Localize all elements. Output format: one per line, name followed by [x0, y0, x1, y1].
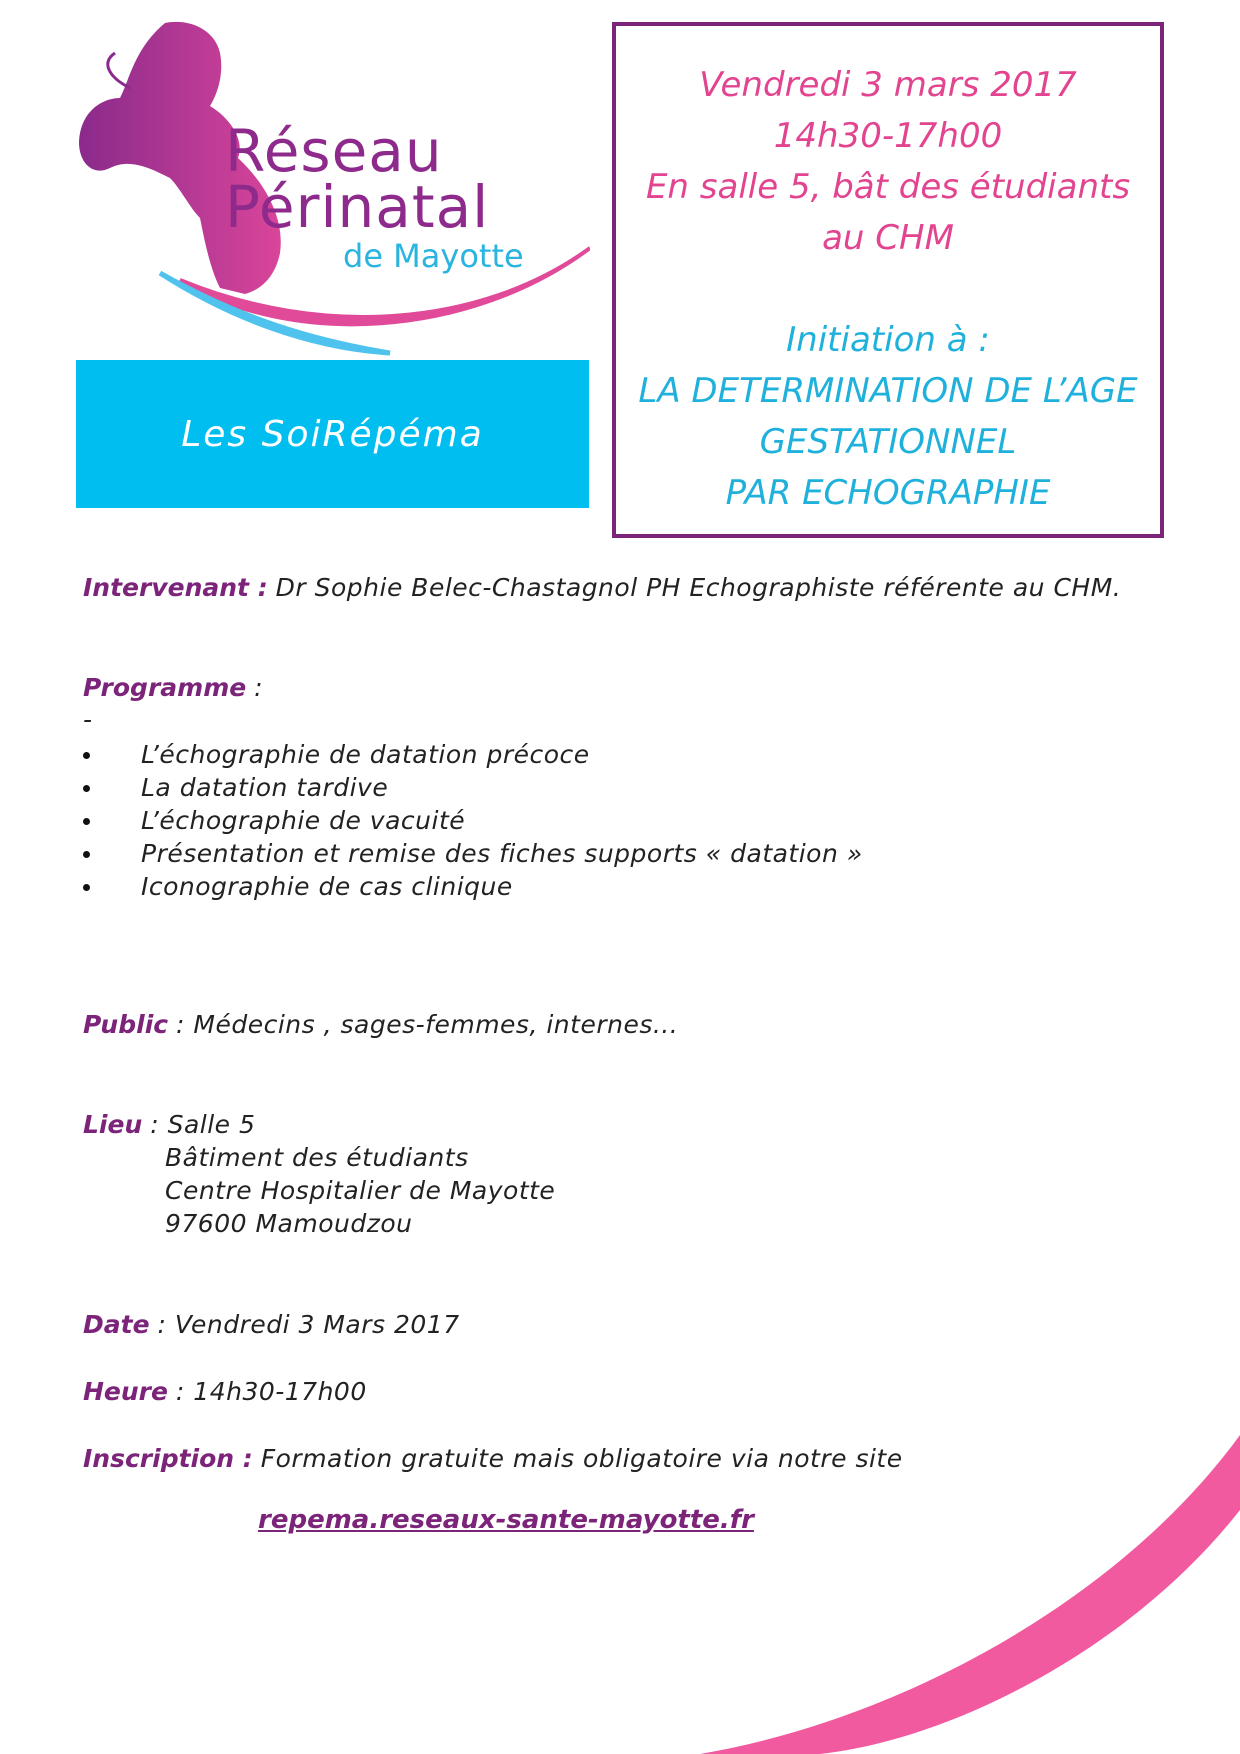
heure-label: Heure [83, 1377, 168, 1406]
logo-title-line2: Périnatal [225, 173, 490, 241]
event-place: En salle 5, bât des étudiants [645, 167, 1131, 207]
bullet-icon [83, 818, 90, 825]
bullet-icon [83, 785, 90, 792]
event-place-chm: au CHM [822, 218, 954, 258]
heure-row [83, 1377, 367, 1406]
event-initiation: Initiation à : [786, 320, 990, 360]
bullet-icon [83, 884, 90, 891]
public-row [83, 1010, 678, 1039]
inscription-label: Inscription : [83, 1444, 253, 1473]
programme-dash: - [83, 705, 93, 734]
event-topic-line3: PAR ECHOGRAPHIE [725, 473, 1051, 513]
intervenant-value: Dr Sophie Belec-Chastagnol PH Echographiste référente au CHM. [275, 573, 1122, 602]
lieu-address-line3: 97600 Mamoudzou [165, 1209, 413, 1238]
lieu-address-line1: Bâtiment des étudiants [165, 1143, 469, 1172]
banner-text: Les SoiRépéma [181, 413, 484, 455]
event-info-box [612, 22, 1164, 538]
bullet-icon [83, 851, 90, 858]
event-time: 14h30-17h00 [773, 116, 1003, 156]
bullet-icon [83, 752, 90, 759]
public-label: Public [83, 1010, 169, 1039]
date-label: Date [83, 1310, 150, 1339]
lieu-value: : Salle 5 [150, 1110, 256, 1139]
programme-label: Programme [83, 673, 247, 702]
soirepema-banner [76, 360, 589, 508]
website-link[interactable]: repema.reseaux-sante-mayotte.fr [258, 1505, 754, 1535]
lieu-label: Lieu [83, 1110, 143, 1139]
programme-colon: : [254, 673, 264, 702]
heure-value: : 14h30-17h00 [175, 1377, 367, 1406]
intervenant-row [83, 573, 1121, 602]
lieu-row [83, 1110, 255, 1139]
event-topic-line2: GESTATIONNEL [759, 422, 1017, 462]
public-value: : Médecins , sages-femmes, internes... [176, 1010, 679, 1039]
date-value: : Vendredi 3 Mars 2017 [157, 1310, 460, 1339]
event-date: Vendredi 3 mars 2017 [699, 65, 1077, 105]
date-row [83, 1310, 460, 1339]
programme-row [83, 673, 263, 702]
intervenant-label: Intervenant : [83, 573, 268, 602]
inscription-value: Formation gratuite mais obligatoire via notre site [260, 1444, 903, 1473]
corner-swoosh [700, 1400, 1240, 1754]
logo-subtitle: de Mayotte [343, 237, 524, 275]
logo-title-line1: Réseau [225, 117, 443, 185]
lieu-address-line2: Centre Hospitalier de Mayotte [165, 1176, 556, 1205]
event-topic-line1: LA DETERMINATION DE L’AGE [638, 371, 1138, 411]
